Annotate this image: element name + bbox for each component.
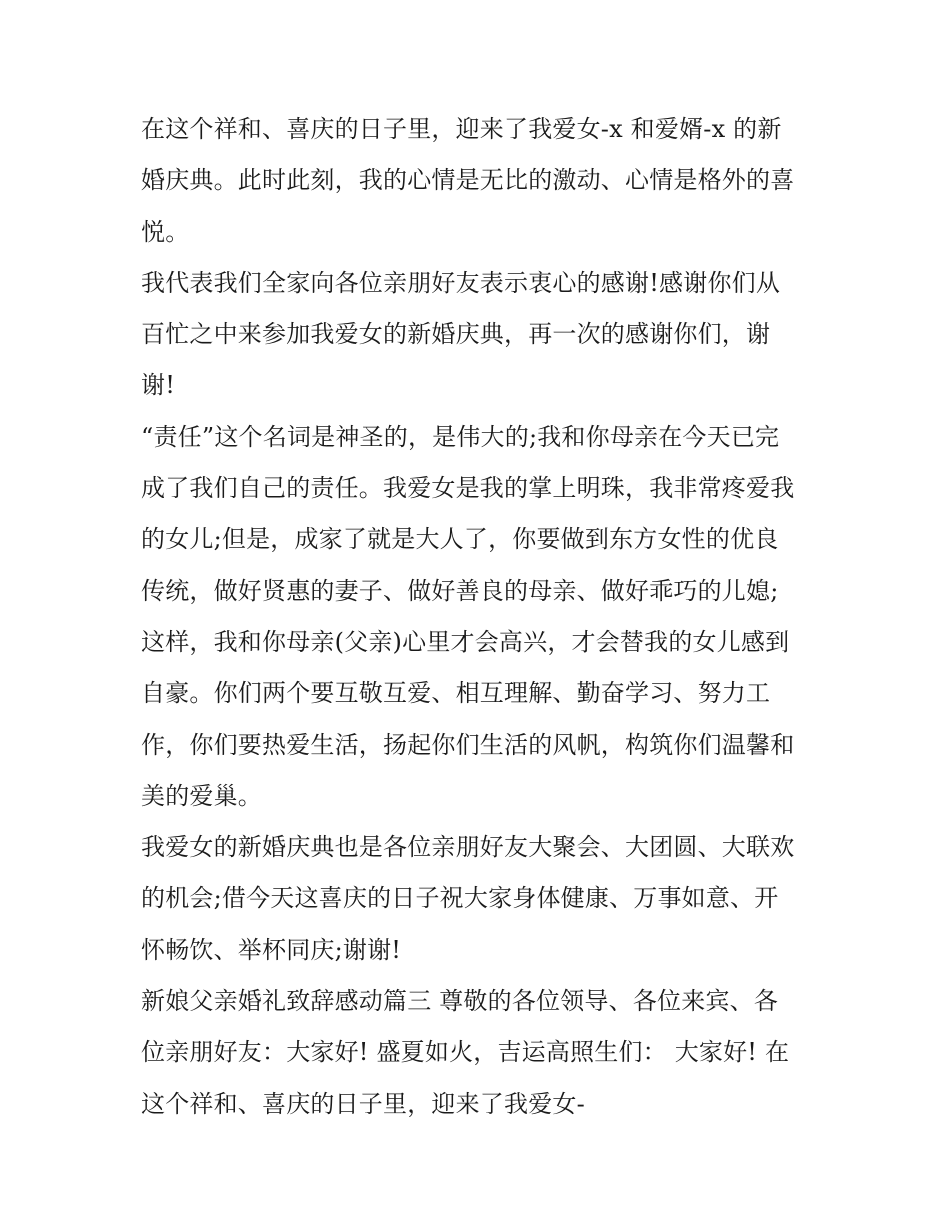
text-line: 在这个祥和、喜庆的日子里，迎来了我爱女-x 和爱婿-x 的新 <box>141 115 782 143</box>
text-line: 的机会;借今天这喜庆的日子祝大家身体健康、万事如意、开 <box>141 884 779 913</box>
text-line: 婚庆典。此时此刻，我的心情是无比的激动、心情是格外的喜 <box>141 166 795 195</box>
text-line: 新娘父亲婚礼致辞感动篇三 尊敬的各位领导、各位来宾、各 <box>141 987 779 1016</box>
text-line: 的女儿;但是，成家了就是大人了，你要做到东方女性的优良 <box>141 525 779 554</box>
document-body <box>141 104 821 1130</box>
text-line: 怀畅饮、举杯同庆;谢谢! <box>141 935 402 964</box>
text-line: 成了我们自己的责任。我爱女是我的掌上明珠，我非常疼爱我 <box>141 474 795 503</box>
text-line: 悦。 <box>141 217 190 246</box>
text-line: 位亲朋好友：大家好! 盛夏如火，吉运高照生们： 大家好! 在 <box>141 1038 790 1067</box>
text-line: 百忙之中来参加我爱女的新婚庆典，再一次的感谢你们，谢 <box>141 320 771 349</box>
text-line: 谢! <box>141 371 176 400</box>
text-line: 我代表我们全家向各位亲朋好友表示衷心的感谢!感谢你们从 <box>141 268 781 297</box>
text-line: 美的爱巢。 <box>141 781 262 810</box>
text-line: 我爱女的新婚庆典也是各位亲朋好友大聚会、大团圆、大联欢 <box>141 833 795 862</box>
text-line: 作，你们要热爱生活，扬起你们生活的风帆，构筑你们温馨和 <box>141 730 795 759</box>
text-line: 这个祥和、喜庆的日子里，迎来了我爱女- <box>141 1089 585 1118</box>
text-line: 这样，我和你母亲(父亲)心里才会高兴，才会替我的女儿感到 <box>141 627 790 656</box>
text-line: 传统，做好贤惠的妻子、做好善良的母亲、做好乖巧的儿媳; <box>141 576 779 605</box>
text-line: “责任”这个名词是神圣的，是伟大的;我和你母亲在今天已完 <box>141 422 780 451</box>
text-line: 自豪。你们两个要互敬互爱、相互理解、勤奋学习、努力工 <box>141 679 771 708</box>
